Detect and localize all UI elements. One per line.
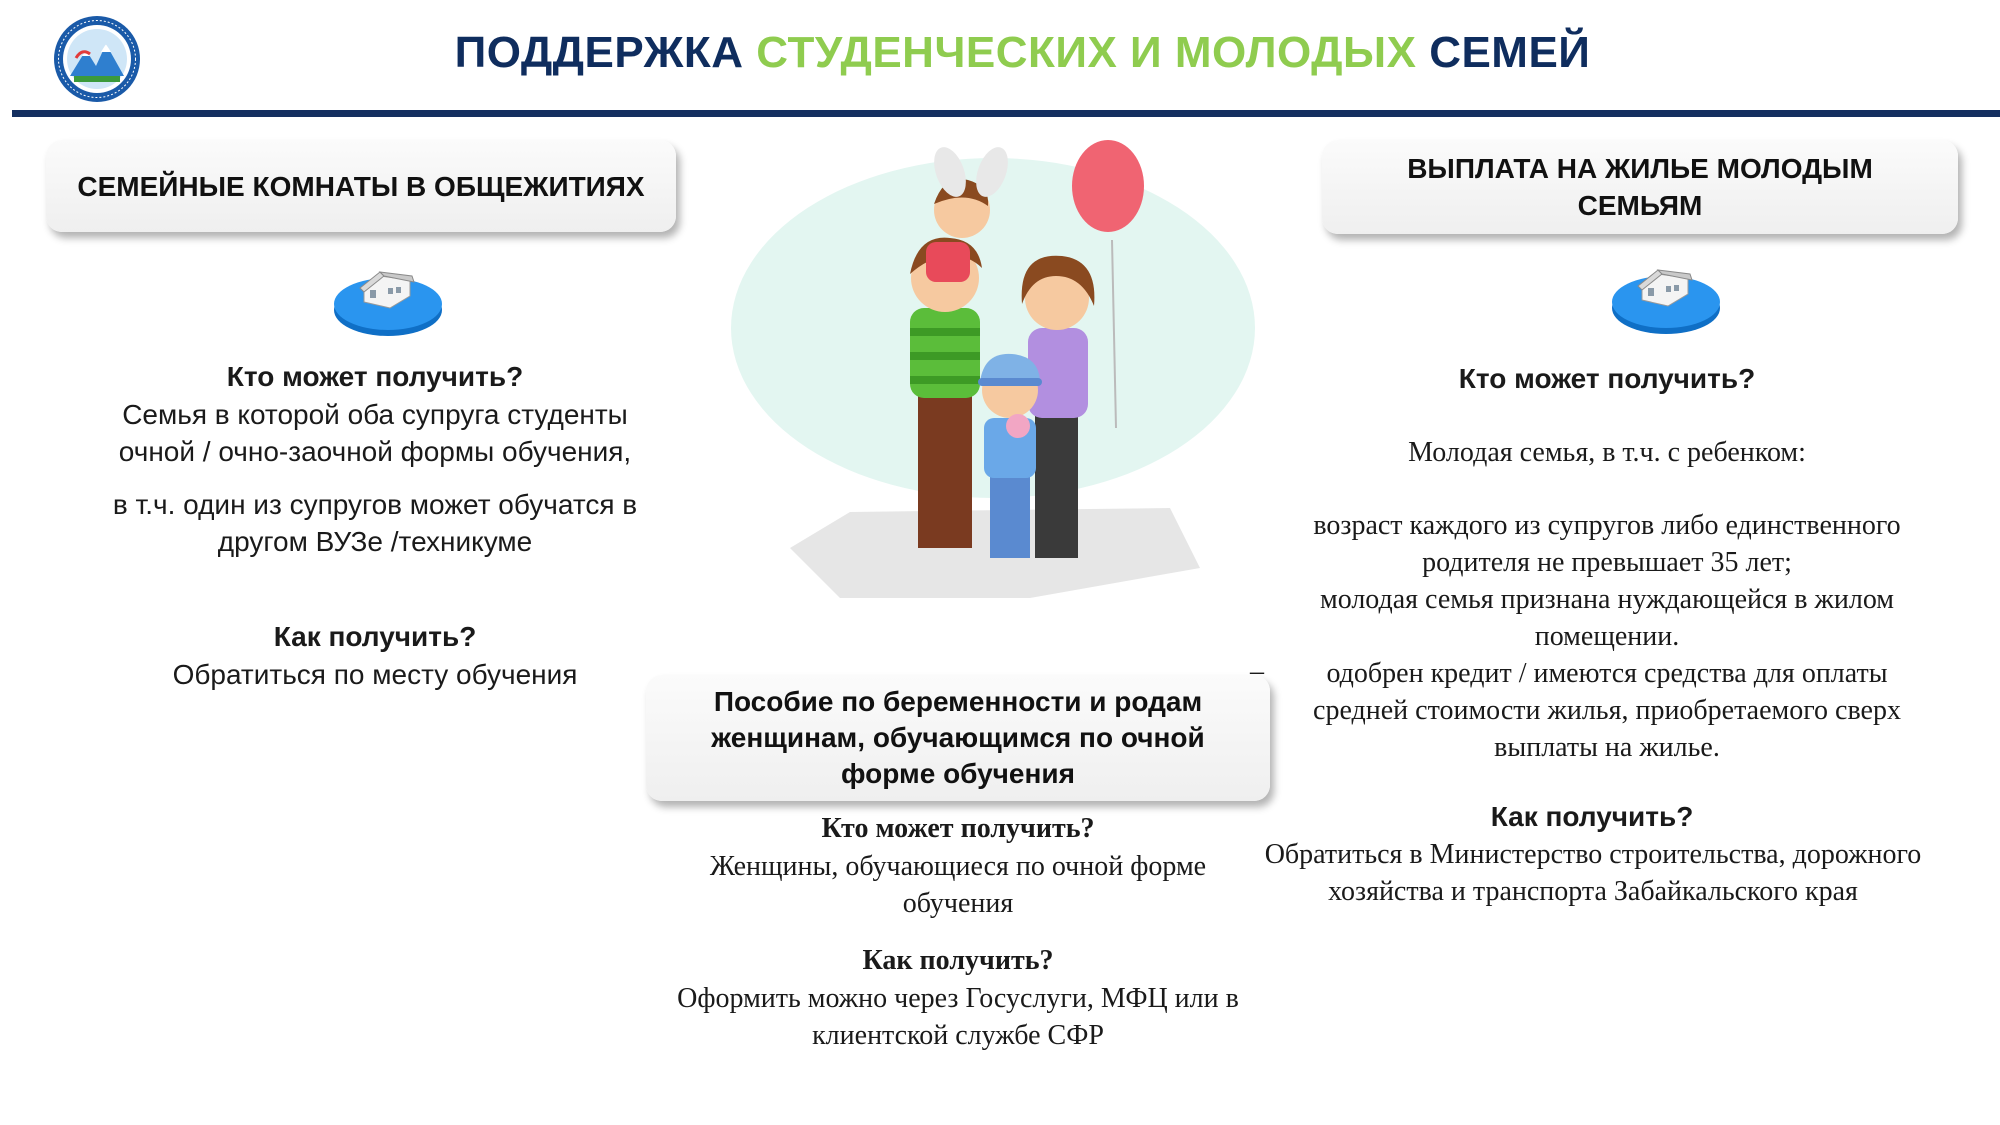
right-how-heading: Как получить?	[1490, 801, 1694, 832]
list-dash: –	[1250, 656, 1264, 687]
house-icon	[1608, 258, 1724, 342]
right-who-heading: Кто может получить?	[1458, 363, 1756, 394]
left-who-text-2: в т.ч. один из супругов может обучатся в другом ВУЗе /техникуме	[112, 489, 638, 557]
right-condition-1: возраст каждого из супругов либо единственного родителя не превышает 35 лет;	[1313, 510, 1901, 578]
right-condition-3: одобрен кредит / имеются средства для оплаты средней стоимости жилья, приобретаемого сверх выплаты на жилье.	[1313, 658, 1901, 763]
card-housing-payment	[1322, 140, 1958, 234]
title-part-1: ПОДДЕРЖКА	[454, 28, 744, 77]
right-intro: Молодая семья, в т.ч. с ребенком:	[1408, 437, 1806, 468]
card-maternity-benefit-title: Пособие по беременности и родам женщинам, обучающимся по очной форме обучения	[711, 686, 1205, 789]
house-icon	[330, 260, 446, 344]
center-who-heading: Кто может получить?	[821, 813, 1095, 844]
header-divider	[12, 110, 2000, 117]
card-housing-payment-title: ВЫПЛАТА НА ЖИЛЬЕ МОЛОДЫМ СЕМЬЯМ	[1407, 153, 1873, 221]
center-who-block	[630, 810, 1286, 922]
right-how-block	[1262, 798, 1922, 910]
center-how-heading: Как получить?	[862, 945, 1054, 976]
card-maternity-benefit	[646, 675, 1270, 801]
page-title	[0, 28, 2000, 78]
left-who-block	[60, 358, 690, 560]
left-how-block	[60, 618, 690, 693]
card-family-rooms-title: СЕМЕЙНЫЕ КОМНАТЫ В ОБЩЕЖИТИЯХ	[77, 170, 645, 202]
left-who-text-1: Семья в которой оба супруга студенты очной / очно-заочной формы обучения,	[118, 399, 632, 467]
card-family-rooms	[46, 140, 676, 232]
left-who-heading: Кто может получить?	[226, 361, 524, 392]
right-conditions-block	[1262, 434, 1952, 766]
center-how-block	[630, 942, 1286, 1054]
center-how-text: Оформить можно через Госуслуги, МФЦ или в клиентской службе СФР	[677, 983, 1239, 1051]
left-how-text: Обратиться по месту обучения	[172, 659, 578, 690]
title-part-2: СТУДЕНЧЕСКИХ И МОЛОДЫХ	[756, 28, 1417, 77]
family-illustration	[730, 128, 1256, 608]
right-condition-2: молодая семья признана нуждающейся в жилом помещении.	[1319, 584, 1895, 652]
left-how-heading: Как получить?	[273, 621, 477, 652]
center-who-text: Женщины, обучающиеся по очной форме обучения	[709, 851, 1207, 919]
right-how-text: Обратиться в Министерство строительства, дорожного хозяйства и транспорта Забайкальского края	[1264, 839, 1922, 907]
title-part-3: СЕМЕЙ	[1429, 28, 1591, 77]
right-who-heading-block	[1262, 360, 1952, 398]
